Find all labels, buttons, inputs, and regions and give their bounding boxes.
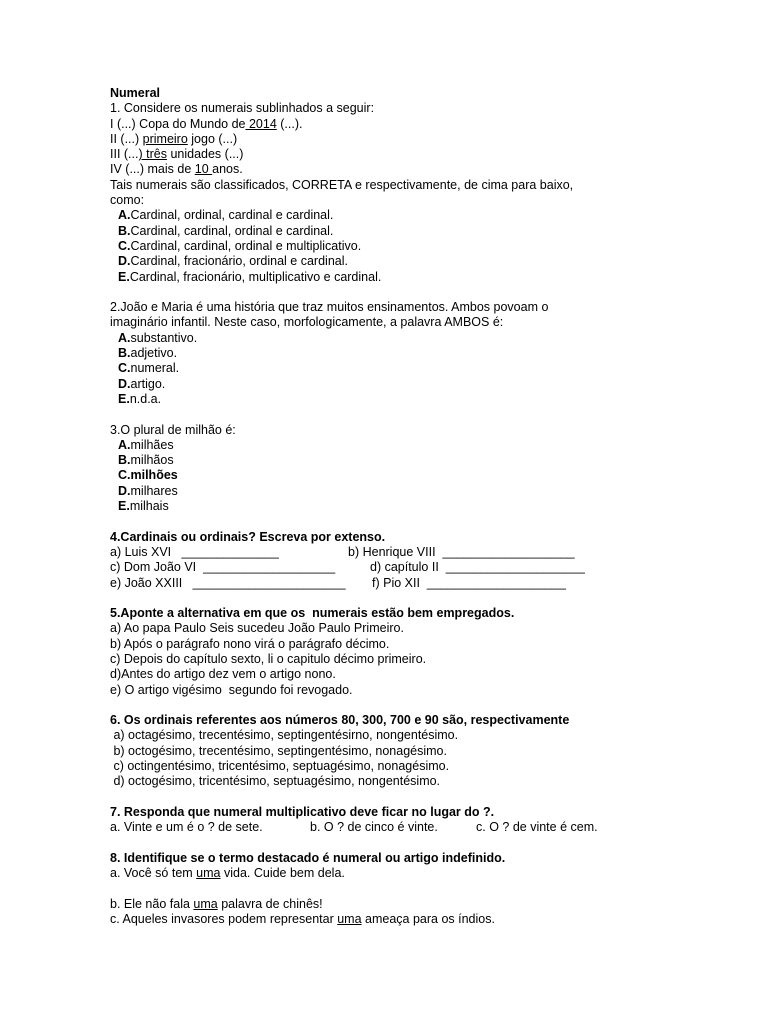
q3-option-e: E.milhais [118,499,169,514]
q2-option-c: C.numeral. [118,361,180,376]
q4-item-a: a) Luis XVI ______________ [110,544,279,559]
spacer [110,881,750,896]
spacer [110,285,750,300]
q2-option-d: D.artigo. [118,376,166,391]
q1-stem: 1. Considere os numerais sublinhados a seguir: [110,101,375,116]
q1-underlined-numeral: primeiro [142,131,188,146]
spacer [110,836,750,851]
q5-option-e: e) O artigo vigésimo segundo foi revogado. [110,682,353,697]
q8-item-a: a. Você só tem uma vida. Cuide bem dela. [110,866,345,881]
q1-item-4: IV (...) mais de 10 anos. [110,162,243,177]
q1-option-e: E.Cardinal, fracionário, multiplicativo e cardinal. [118,269,382,284]
q6-option-a: a) octagésimo, trecentésimo, septingentésirno, nongentésimo. [110,728,459,743]
q4-row-2 [110,560,750,575]
q8-highlighted-term: uma [337,912,362,927]
q6-option-b: b) octogésimo, trecentésimo, septingentésimo, nonagésimo. [110,743,447,758]
q1-option-d: D.Cardinal, fracionário, ordinal e cardinal. [118,254,348,269]
q4-item-f: f) Pio XII ____________________ [372,575,566,590]
q8-item-c: c. Aqueles invasores podem representar uma ameaça para os índios. [110,912,495,927]
q3-option-c: C.milhões [118,468,178,483]
spacer [110,514,750,529]
q5-option-d: d)Antes do artigo dez vem o artigo nono. [110,667,336,682]
q1-underlined-numeral: 10 [194,162,213,177]
q4-row-1 [110,545,750,560]
q4-item-c: c) Dom João VI ___________________ [110,560,336,575]
q2-option-a: A.substantivo. [118,330,198,345]
q8-stem: 8. Identifique se o termo destacado é numeral ou artigo indefinido. [110,850,506,865]
q3-option-a: A.milhães [118,437,174,452]
q1-option-c: C.Cardinal, cardinal, ordinal e multiplicativo. [118,238,362,253]
q5-stem: 5.Aponte a alternativa em que os numerais estão bem empregados. [110,606,515,621]
q7-row [110,820,750,835]
document-page [110,86,750,927]
q8-highlighted-term: uma [196,866,221,881]
q3-stem: 3.O plural de milhão é: [110,422,236,437]
q5-option-a: a) Ao papa Paulo Seis sucedeu João Paulo Primeiro. [110,621,404,636]
spacer [110,591,750,606]
q5-option-b: b) Após o parágrafo nono virá o parágrafo décimo. [110,636,390,651]
q3-option-d: D.milhares [118,483,178,498]
q4-row-3 [110,576,750,591]
q8-item-b: b. Ele não fala uma palavra de chinês! [110,896,323,911]
q8-highlighted-term: uma [193,896,218,911]
q4-item-e: e) João XXIII ______________________ [110,575,346,590]
q1-underlined-numeral: ) três [138,147,167,162]
q7-item-c: c. O ? de vinte é cem. [476,820,598,835]
q1-option-a: A.Cardinal, ordinal, cardinal e cardinal. [118,208,334,223]
q4-stem: 4.Cardinais ou ordinais? Escreva por extenso. [110,529,386,544]
q4-item-d: d) capítulo II ____________________ [370,560,585,575]
spacer [110,407,750,422]
spacer [110,698,750,713]
q4-item-b: b) Henrique VIII ___________________ [348,544,575,559]
q2-stem-line-1: 2.João e Maria é uma história que traz muitos ensinamentos. Ambos povoam o [110,300,549,315]
document-title: Numeral [110,86,161,100]
q2-option-e: E.n.d.a. [118,391,162,406]
q2-option-b: B.adjetivo. [118,346,178,361]
q7-item-b: b. O ? de cinco é vinte. [310,820,438,835]
q1-item-1: I (...) Copa do Mundo de 2014 (...). [110,116,303,131]
q7-item-a: a. Vinte e um é o ? de sete. [110,820,263,835]
q1-option-b: B.Cardinal, cardinal, ordinal e cardinal. [118,223,334,238]
q1-question-line-2: como: [110,193,145,208]
q1-item-3: III (...) três unidades (...) [110,147,244,162]
q1-item-2: II (...) primeiro jogo (...) [110,131,238,146]
q3-option-b: B.milhãos [118,453,174,468]
q5-option-c: c) Depois do capítulo sexto, li o capitulo décimo primeiro. [110,651,427,666]
q2-stem-line-2: imaginário infantil. Neste caso, morfologicamente, a palavra AMBOS é: [110,315,504,330]
q6-stem: 6. Os ordinais referentes aos números 80, 300, 700 e 90 são, respectivamente [110,713,570,728]
q1-underlined-numeral: 2014 [245,116,277,131]
q6-option-c: c) octingentésimo, tricentésimo, septuagésimo, nonagésimo. [110,759,450,774]
q6-option-d: d) octogésimo, tricentésimo, septuagésimo, nongentésimo. [110,774,441,789]
q7-stem: 7. Responda que numeral multiplicativo deve ficar no lugar do ?. [110,804,495,819]
spacer [110,790,750,805]
q1-question-line-1: Tais numerais são classificados, CORRETA e respectivamente, de cima para baixo, [110,177,574,192]
